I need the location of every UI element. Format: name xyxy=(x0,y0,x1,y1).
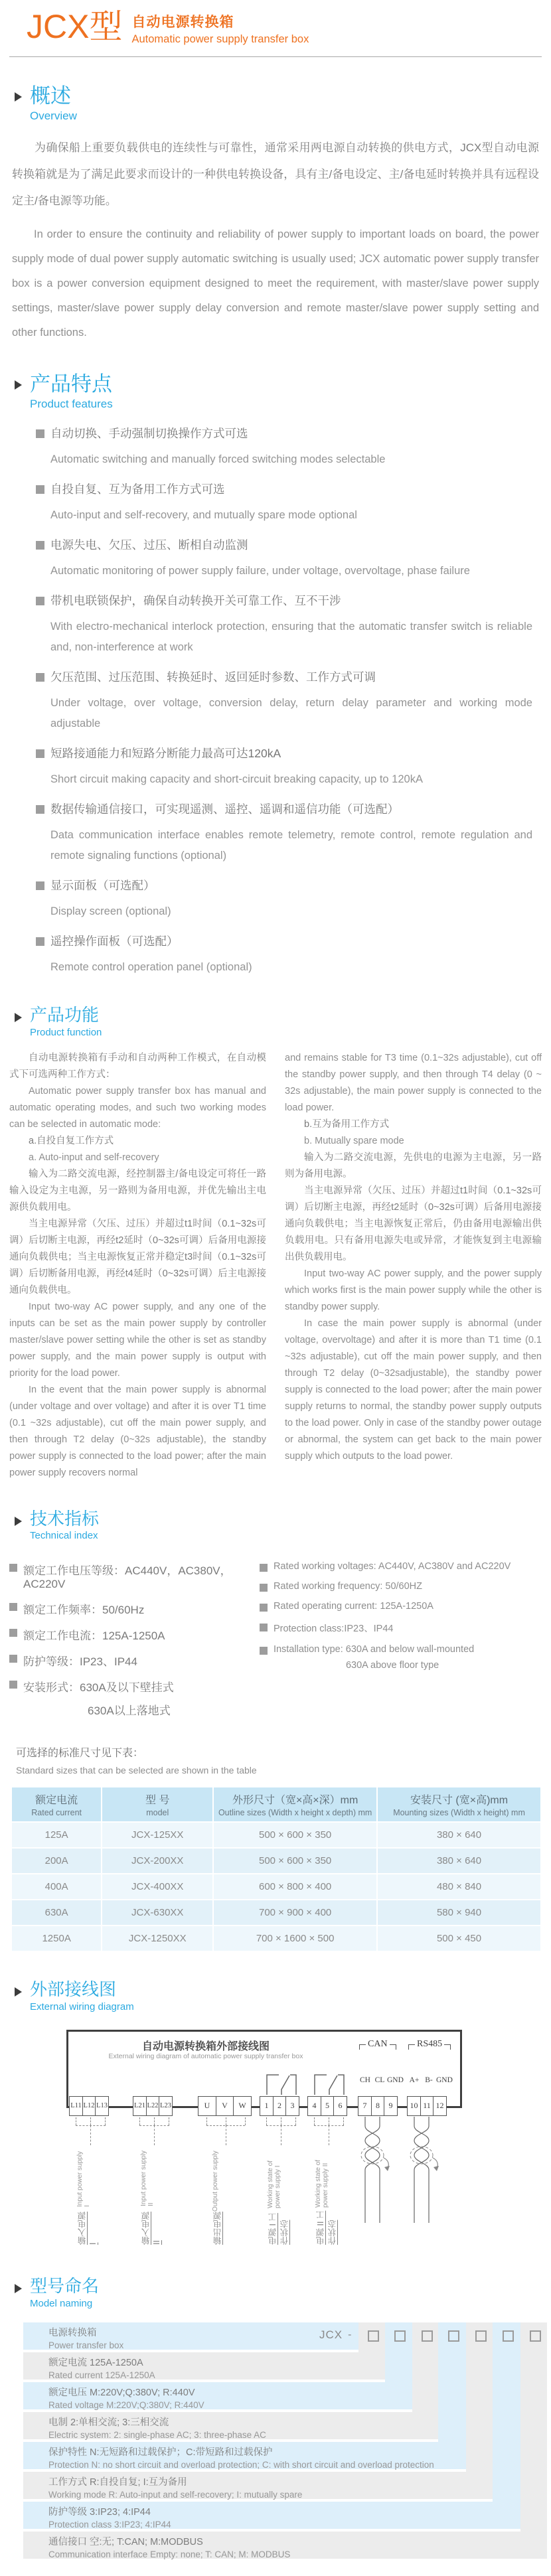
function-paragraph: 当主电源异常（欠压、过压）并超过t1时间（0.1~32s可调）后切断主电源，再经t2延时（0~32s可调）后备用电源接通向负载供电；当主电源恢复正常后，仍由备用电源输出供负载用电。只有备用电源失电或异常，才能恢复到主电源输出供负载用电。 xyxy=(285,1185,542,1262)
function-paragraph: b. Mutually spare mode xyxy=(304,1135,404,1146)
pin-label: CH xyxy=(360,2076,370,2084)
naming-row: 通信接口 空:无; T:CAN; M:MODBUS Communication interface Empty: none; T: CAN; M: MODBUS xyxy=(23,2532,547,2559)
square-bullet-icon xyxy=(36,541,44,550)
table-row xyxy=(12,1874,540,1899)
square-bullet-icon xyxy=(9,1681,17,1689)
feature-cn: 短路接通能力和短路分断能力最高可达120kA xyxy=(50,747,281,761)
pin-label: GND xyxy=(387,2076,404,2084)
feature-en: Automatic monitoring of power supply failure, under voltage, overvoltage, phase failure xyxy=(50,565,470,577)
terminal-group-state2 xyxy=(307,2096,347,2116)
section-marker-icon xyxy=(15,2284,22,2293)
technical-columns xyxy=(9,1552,542,1718)
product-title-en: Automatic power supply transfer box xyxy=(131,33,309,45)
cell-outline: 500 × 600 × 350 xyxy=(214,1823,376,1847)
section-title-cn: 技术指标 xyxy=(30,1508,100,1529)
terminal: 3 xyxy=(285,2096,299,2116)
tech-item: 额定工作电流：125A-1250A xyxy=(23,1629,165,1643)
section-function-header xyxy=(15,1006,542,1038)
terminal: 8 xyxy=(371,2096,385,2116)
feature-cn: 遥控操作面板（可选配） xyxy=(50,935,179,948)
terminal: 10 xyxy=(407,2096,421,2116)
table-row xyxy=(12,1849,540,1873)
pin-label: CL xyxy=(374,2076,385,2084)
pin-label: A+ xyxy=(409,2076,420,2084)
naming-row: 保护特性 N:无短路和过载保护；C:带短路和过载保护 Protection N: no short circuit and overload protection; C: with short circuit and overload protection xyxy=(23,2442,466,2469)
feature-item xyxy=(36,480,539,526)
table-row xyxy=(12,1926,540,1951)
pin-label: B- xyxy=(425,2076,433,2084)
naming-row: 防护等级 3:IP23; 4:IP44 Protection class 3:IP23; 4:IP44 xyxy=(23,2502,520,2529)
function-paragraph: 输入为二路交流电源，先供电的电源为主电源，另一路则为备用电源。 xyxy=(285,1152,542,1179)
naming-row: 额定电压 M:220V;Q:380V; R:440V Rated voltage M:220V;Q:380V; R:440V xyxy=(23,2382,412,2409)
function-paragraph: 当主电源异常（欠压、过压）并超过t1时间（0.1~32s可调）后切断主电源，再经t2延时（0~32s可调）后备用电源接通向负载供电；当主电源恢复正常并稳定t3时间（0.1~32s可调）后切断备用电源，再经t4延时（0~32s可调）后主电源接通向负载供电。 xyxy=(9,1218,266,1296)
square-bullet-icon xyxy=(36,805,44,814)
model-code-box xyxy=(503,2330,514,2342)
table-row xyxy=(12,1823,540,1847)
col-header-outline-sizes: 外形尺寸（宽×高×深）mm Outline sizes (Width x height x depth) mm xyxy=(214,1787,376,1821)
feature-cn: 自动切换、手动强制切换操作方式可选 xyxy=(50,427,248,441)
cell-mounting: 480 × 840 xyxy=(378,1874,540,1899)
terminal: 9 xyxy=(384,2096,398,2116)
section-titles xyxy=(30,1509,99,1542)
square-bullet-icon xyxy=(36,937,44,946)
function-paragraph: and remains stable for T3 time (0.1~32s adjustable), cut off the standby power supply, and then through T4 delay (0 ~ 32s adjustable), the main power supply is connected to the load power. xyxy=(285,1052,542,1113)
terminal: 7 xyxy=(358,2096,372,2116)
cell-model: JCX-125XX xyxy=(102,1823,212,1847)
rs485-label: RS485 xyxy=(417,2038,443,2049)
cell-model: JCX-1250XX xyxy=(102,1926,212,1951)
square-bullet-icon xyxy=(260,1624,268,1631)
bracket-corner xyxy=(408,2044,415,2050)
terminal: 2 xyxy=(273,2096,287,2116)
feature-item xyxy=(36,876,539,922)
feature-en: Data communication interface enables remote telemetry, remote control, remote regulation and remote signaling functions (optional) xyxy=(50,829,532,862)
wiring-diagram xyxy=(66,2030,465,2249)
diagram-title-en: External wiring diagram of automatic power supply transfer box xyxy=(108,2052,303,2060)
function-paragraph: a. Auto-input and self-recovery xyxy=(29,1152,159,1163)
square-bullet-icon xyxy=(260,1584,268,1592)
section-title-en: Model naming xyxy=(30,2297,93,2309)
wire-label-input1: 输入电源 I Input power supply I xyxy=(76,2151,98,2245)
square-bullet-icon xyxy=(36,881,44,890)
model-naming-chart xyxy=(23,2322,549,2560)
tech-item: Installation type: 630A and below wall-mounted xyxy=(273,1644,475,1655)
terminal: W xyxy=(233,2096,252,2116)
bracket-corner xyxy=(444,2044,451,2050)
square-bullet-icon xyxy=(260,1604,268,1612)
brand-titles xyxy=(131,9,309,46)
feature-cn: 电源失电、欠压、过压、断相自动监测 xyxy=(50,538,248,552)
can-pin-labels xyxy=(358,2076,402,2084)
feature-en: Under voltage, over voltage, conversion delay, return delay parameter and working mode adjustable xyxy=(50,697,532,730)
bracket-corner xyxy=(390,2044,396,2050)
brand-header xyxy=(9,5,542,46)
tech-item: 安装形式：630A及以下壁挂式 xyxy=(23,1681,174,1695)
function-column-left xyxy=(9,1050,266,1481)
standard-sizes-table xyxy=(11,1786,542,1952)
cell-outline: 500 × 600 × 350 xyxy=(214,1849,376,1873)
square-bullet-icon xyxy=(36,673,44,682)
terminal: L23 xyxy=(159,2096,173,2116)
section-features-header xyxy=(15,373,542,411)
twisted-pair-rs485-icon xyxy=(407,2117,451,2223)
square-bullet-icon xyxy=(36,597,44,605)
model-prefix: JCX xyxy=(319,2328,343,2341)
cell-mounting: 380 × 640 xyxy=(378,1849,540,1873)
terminal-group-input1 xyxy=(69,2096,108,2116)
feature-cn: 自投自复、互为备用工作方式可选 xyxy=(50,483,225,496)
feature-cn: 带机电联锁保护，确保自动转换开关可靠工作、互不干涉 xyxy=(50,594,341,608)
product-title-cn: 自动电源转换箱 xyxy=(131,15,234,30)
naming-row: 电制 2:单相交流; 3:三相交流 Electric system: 2: single-phase AC; 3: three-phase AC xyxy=(23,2412,438,2439)
section-wiring-header xyxy=(15,1980,542,2012)
section-titles xyxy=(30,1006,102,1038)
cell-mounting: 500 × 450 xyxy=(378,1926,540,1951)
model-code-box xyxy=(394,2330,406,2342)
col-header-model: 型 号 model xyxy=(102,1787,212,1821)
terminal: 12 xyxy=(433,2096,447,2116)
feature-en: Auto-input and self-recovery, and mutually spare mode optional xyxy=(50,509,357,522)
section-technical-header xyxy=(15,1509,542,1542)
overview-paragraph-en: In order to ensure the continuity and reliability of power supply to important loads on board, the power supply mode of dual power supply automatic switching is usually used; JCX automatic power supply transfer box is a power conversion equipment designed to meet the requirement, with master/slave power supply settings, master/slave power supply delay conversion and remote master/slave power supply setting and other functions. xyxy=(12,228,539,339)
section-title-en: External wiring diagram xyxy=(30,2001,134,2012)
naming-row: 工作方式 R:自投自复; I:互为备用 Working mode R: Auto-input and self-recovery; I: mutually spare xyxy=(23,2472,493,2499)
function-paragraph: In case the main power supply is abnormal (under voltage, overvoltage) and after it is more than T1 time (0.1 ~32s adjustable), cut off the main power supply, and then through T2 delay (0~32sadjustable), the standby power supply is connected to the load power; after the main power supply returns to normal, the standby power supply outputs to the load power. Only in case of the standby power outage or abnormal, the system can get back to the main power supply which outputs to the load power. xyxy=(285,1318,542,1462)
wire-label-input2: 输入电源 II Input power supply II xyxy=(140,2151,161,2245)
terminal: 5 xyxy=(321,2096,335,2116)
cell-mounting: 580 × 940 xyxy=(378,1900,540,1925)
terminal-group-state1 xyxy=(260,2096,299,2116)
header-divider xyxy=(9,56,542,57)
section-title-en: Overview xyxy=(30,110,77,123)
section-naming-header xyxy=(15,2277,542,2309)
table-row xyxy=(12,1900,540,1925)
square-bullet-icon xyxy=(9,1629,17,1637)
square-bullet-icon xyxy=(36,749,44,758)
bracket-corner xyxy=(359,2044,366,2050)
wire-label-output: 输出电源 Output power supply xyxy=(212,2151,222,2245)
terminal: L13 xyxy=(95,2096,109,2116)
model-code-box xyxy=(530,2330,541,2342)
section-titles xyxy=(30,373,113,411)
terminal: 6 xyxy=(333,2096,347,2116)
feature-item xyxy=(36,744,539,790)
model-code-box xyxy=(475,2330,487,2342)
feature-en: With electro-mechanical interlock protection, ensuring that the automatic transfer switch is reliable and, non-interference at work xyxy=(50,621,532,654)
feature-cn: 数据传输通信接口，可实现遥测、遥控、遥调和遥信功能（可选配） xyxy=(50,802,399,816)
function-paragraph: a.自投自复工作方式 xyxy=(29,1135,114,1146)
terminal: 1 xyxy=(260,2096,274,2116)
terminal: L21 xyxy=(133,2096,147,2116)
tech-item: Rated working voltages: AC440V, AC380V and AC220V xyxy=(273,1561,511,1572)
tech-item: Rated working frequency: 50/60HZ xyxy=(273,1581,423,1592)
naming-strip xyxy=(466,2322,493,2472)
feature-item xyxy=(36,932,539,978)
can-bracket xyxy=(359,2039,400,2051)
section-titles xyxy=(30,1980,134,2012)
function-paragraph: Automatic power supply transfer box has manual and automatic operating modes, and such two working modes can be selected in automatic mode: xyxy=(9,1085,266,1130)
cell-rated-current: 125A xyxy=(12,1823,101,1847)
terminal: V xyxy=(216,2096,234,2116)
terminal-group-rs485 xyxy=(407,2096,446,2116)
naming-row: 额定电流 125A-1250A Rated current 125A-1250A xyxy=(23,2352,385,2380)
feature-en: Automatic switching and manually forced switching modes selectable xyxy=(50,453,386,466)
twisted-pair-can-icon xyxy=(358,2117,402,2223)
tech-item: 防护等级：IP23、IP44 xyxy=(23,1655,137,1669)
cell-outline: 700 × 900 × 400 xyxy=(214,1900,376,1925)
terminal-group-output xyxy=(198,2096,251,2116)
changeover-switch-icon xyxy=(260,2067,303,2096)
square-bullet-icon xyxy=(9,1564,17,1572)
feature-cn: 显示面板（可选配） xyxy=(50,879,155,893)
square-bullet-icon xyxy=(9,1603,17,1611)
function-columns xyxy=(9,1050,542,1481)
terminal: L12 xyxy=(82,2096,96,2116)
sizes-note-cn: 可选择的标准尺寸见下表： xyxy=(16,1748,144,1760)
section-marker-icon xyxy=(15,1987,22,1997)
section-title-en: Technical index xyxy=(30,1530,98,1542)
function-paragraph: Input two-way AC power supply, and any one of the inputs can be set as the main power supply by controller master/slave power setting while the other is set as standby power supply, and the main power supply is output with priority for the load power. xyxy=(9,1301,266,1379)
section-title-en: Product function xyxy=(30,1026,102,1038)
section-marker-icon xyxy=(15,92,22,102)
function-paragraph: b.互为备用工作方式 xyxy=(304,1118,390,1130)
feature-en: Short circuit making capacity and short-circuit breaking capacity, up to 120kA xyxy=(50,773,423,786)
col-header-mounting-sizes: 安装尺寸 (宽×高)mm Mounting sizes (Width x height) mm xyxy=(378,1787,540,1821)
tech-item: Rated operating current: 125A-1250A xyxy=(273,1601,433,1612)
pin-label: GND xyxy=(436,2076,453,2084)
section-title-cn: 概述 xyxy=(30,84,71,108)
terminal: 4 xyxy=(307,2096,321,2116)
square-bullet-icon xyxy=(260,1647,268,1655)
model-code-box xyxy=(368,2330,379,2342)
section-title-en: Product features xyxy=(30,398,113,411)
terminal: U xyxy=(198,2096,216,2116)
cell-model: JCX-630XX xyxy=(102,1900,212,1925)
section-marker-icon xyxy=(15,1013,22,1022)
cell-outline: 700 × 1600 × 500 xyxy=(214,1926,376,1951)
feature-item xyxy=(36,800,539,866)
function-paragraph: In the event that the main power supply is abnormal (under voltage and over voltage) and after it is over T1 time (0.1 ~32s adjustable), cut off the main power supply, and then through T2 delay (0~32s adjustable), the standby power supply is connected to the load power; after the main power supply recovers normal xyxy=(9,1384,266,1478)
terminal-group-can xyxy=(358,2096,397,2116)
rs485-bracket xyxy=(408,2039,449,2051)
square-bullet-icon xyxy=(36,485,44,494)
wire-label-state1: 电源 I 工作状态 Working state of power supply I xyxy=(267,2160,289,2245)
feature-item xyxy=(36,591,539,658)
technical-column-cn xyxy=(9,1552,260,1718)
function-paragraph: Input two-way AC power supply, and the power supply which works first is the main power supply while the other is standby power supply. xyxy=(285,1268,542,1312)
section-title-cn: 产品功能 xyxy=(30,1005,100,1025)
function-paragraph: 自动电源转换箱有手动和自动两种工作模式，在自动模式下可选两种工作方式： xyxy=(9,1052,266,1080)
feature-item xyxy=(36,536,539,581)
overview-paragraph-cn: 为确保船上重要负载供电的连续性与可靠性，通常采用两电源自动转换的供电方式，JCX型自动电源转换箱就是为了满足此要求而设计的一种供电转换设备，具有主/备电设定、主/备电延时转换并具有远程设定主/备电源等功能。 xyxy=(12,141,539,208)
feature-en: Display screen (optional) xyxy=(50,905,171,918)
wire-label-state2: 电源 II 工作状态 Working state of power supply II xyxy=(315,2159,337,2245)
technical-column-en xyxy=(260,1552,542,1718)
rs485-pin-labels xyxy=(407,2076,451,2084)
table-header-row xyxy=(12,1787,540,1821)
diagram-title-cn: 自动电源转换箱外部接线图 xyxy=(141,2040,270,2052)
square-bullet-icon xyxy=(36,429,44,438)
feature-cn: 欠压范围、过压范围、转换延时、返回延时参数、工作方式可调 xyxy=(50,670,376,684)
feature-en: Remote control operation panel (optional) xyxy=(50,961,252,974)
cell-rated-current: 1250A xyxy=(12,1926,101,1951)
model-code-box xyxy=(448,2330,459,2342)
tech-item: 额定工作电压等级：AC440V，AC380V，AC220V xyxy=(23,1564,232,1591)
section-titles xyxy=(30,85,77,123)
naming-strip xyxy=(493,2322,520,2502)
function-column-right xyxy=(285,1050,542,1481)
cell-mounting: 380 × 640 xyxy=(378,1823,540,1847)
cell-rated-current: 400A xyxy=(12,1874,101,1899)
feature-item xyxy=(36,668,539,734)
section-titles xyxy=(30,2277,99,2309)
section-marker-icon xyxy=(15,380,22,390)
section-title-cn: 产品特点 xyxy=(30,372,112,396)
tech-item: Protection class:IP23、IP44 xyxy=(273,1624,394,1635)
terminal: L22 xyxy=(146,2096,160,2116)
model-code-box xyxy=(422,2330,433,2342)
can-label: CAN xyxy=(368,2038,388,2049)
naming-row: 电源转换箱 Power transfer box xyxy=(23,2322,358,2350)
section-marker-icon xyxy=(15,1517,22,1526)
terminal-group-input2 xyxy=(133,2096,172,2116)
cell-outline: 600 × 800 × 400 xyxy=(214,1874,376,1899)
cell-rated-current: 630A xyxy=(12,1900,101,1925)
cell-rated-current: 200A xyxy=(12,1849,101,1873)
section-overview-header xyxy=(15,85,542,123)
square-bullet-icon xyxy=(260,1564,268,1572)
feature-list xyxy=(36,424,539,978)
sizes-note-en: Standard sizes that can be selected are shown in the table xyxy=(16,1765,257,1776)
tech-item: 额定工作频率：50/60Hz xyxy=(23,1604,145,1617)
product-model: JCX型 xyxy=(27,8,123,45)
terminal: L11 xyxy=(69,2096,83,2116)
terminal: 11 xyxy=(420,2096,434,2116)
tech-item-line2: 630A above floor type xyxy=(345,1660,439,1671)
cell-model: JCX-400XX xyxy=(102,1874,212,1899)
function-paragraph: 输入为二路交流电源，经控制器主/备电设定可将任一路输入设定为主电源，另一路则为备用电源，并优先输出主电源供负载用电。 xyxy=(9,1168,266,1213)
feature-item xyxy=(36,424,539,470)
section-title-cn: 外部接线图 xyxy=(30,1979,117,2000)
cell-model: JCX-200XX xyxy=(102,1849,212,1873)
section-title-cn: 型号命名 xyxy=(30,2275,100,2296)
col-header-rated-current: 额定电流 Rated current xyxy=(12,1787,101,1821)
model-dash: - xyxy=(348,2328,352,2340)
naming-strip xyxy=(520,2322,547,2532)
tech-item-line2: 630A以上落地式 xyxy=(88,1705,171,1718)
changeover-switch-icon xyxy=(307,2067,351,2096)
model-code-prefix xyxy=(319,2328,353,2342)
square-bullet-icon xyxy=(9,1655,17,1663)
